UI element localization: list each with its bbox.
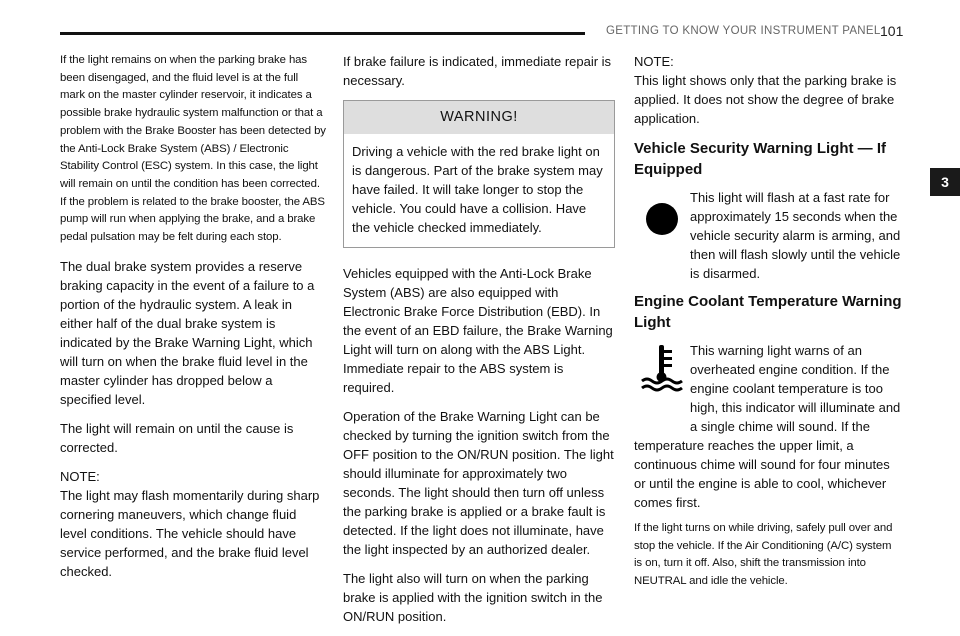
security-light-icon xyxy=(634,188,690,270)
paragraph: The dual brake system provides a reserve braking capacity in the event of a failure to a portion of the hydraulic system. A leak in either half of the dual brake system is indicated by the Brake Warning Light, which will turn on when the brake fluid level in the master cylinder has dropped below a specified level. xyxy=(60,258,315,407)
warning-box xyxy=(343,100,615,248)
column-left xyxy=(60,52,326,591)
paragraph: The light also will turn on when the parking brake is applied with the ignition switch in the ON/RUN position. xyxy=(343,571,603,624)
header-rule xyxy=(60,32,585,35)
paragraph: The light will remain on until the cause is corrected. xyxy=(60,420,294,455)
warning-title: WARNING! xyxy=(344,101,614,134)
note-label: NOTE: xyxy=(60,468,100,484)
coolant-indicator xyxy=(634,341,902,512)
warning-text: Driving a vehicle with the red brake light on is dangerous. Part of the brake system may have failed. It will take longer to stop the vehicle. You could have a collision. Have the vehicle checked immediately. xyxy=(352,144,603,235)
coolant-text: This warning light warns of an overheated engine condition. If the engine coolant temperature is too high, this indicator will illuminate and a single chime will sound. If the temperature reaches the upper limit, a continuous chime will sound for four minutes or until the engine is able to cool, whichever comes first. xyxy=(634,343,901,510)
column-right xyxy=(634,52,902,601)
paragraph: If the light turns on while driving, safely pull over and stop the vehicle. If the Air Conditioning (A/C) system is on, turn it off. Also, shift the transmission into NEUTRAL and idle the vehicle. xyxy=(634,522,893,588)
security-indicator xyxy=(634,188,902,283)
page-number: 101 xyxy=(880,23,904,39)
paragraph: Operation of the Brake Warning Light can be checked by turning the ignition switch from the OFF position to the ON/RUN position. The light should illuminate for approximately two seconds. The light should then turn off unless the parking brake is applied or a brake fault is detected. If the light does not illuminate, have the light inspected by an authorized dealer. xyxy=(343,409,614,557)
paragraph: If the light remains on when the parking brake has been disengaged, and the fluid level is at the full mark on the master cylinder reservoir, it indicates a possible brake hydraulic system malfunction or that a problem with the Brake Booster has been detected by the Anti-Lock Brake System (ABS) / Electronic Stability Control (ESC) system. In this case, the light will remain on until the condition has been corrected. If the problem is related to the brake booster, the ABS pump will run when applying the brake, and a brake pedal pulsation may be felt during each stop. xyxy=(60,54,326,244)
header-title: GETTING TO KNOW YOUR INSTRUMENT PANEL xyxy=(606,25,881,37)
note-label: NOTE: xyxy=(634,54,674,69)
note-text: This light shows only that the parking brake is applied. It does not show the degree of brake application. xyxy=(634,73,897,126)
coolant-temperature-icon xyxy=(634,341,690,423)
security-text: This light will flash at a fast rate for approximately 15 seconds when the vehicle security alarm is arming, and then will flash slowly until the vehicle is disarmed. xyxy=(690,190,901,281)
section-heading: Vehicle Security Warning Light — If Equipped xyxy=(634,140,886,178)
section-heading: Engine Coolant Temperature Warning Light xyxy=(634,293,902,331)
note-text: The light may flash momentarily during sharp cornering maneuvers, which change fluid level conditions. The vehicle should have service performed, and the brake fluid level checked. xyxy=(60,487,320,579)
column-middle xyxy=(343,52,615,636)
chapter-tab[interactable]: 3 xyxy=(930,168,960,196)
paragraph: If brake failure is indicated, immediate repair is necessary. xyxy=(343,54,612,88)
paragraph: Vehicles equipped with the Anti-Lock Brake System (ABS) are also equipped with Electronic Brake Force Distribution (EBD). In the event of an EBD failure, the Brake Warning Light will turn on along with the ABS Light. Immediate repair to the ABS system is required. xyxy=(343,266,613,395)
warning-body xyxy=(344,134,614,247)
